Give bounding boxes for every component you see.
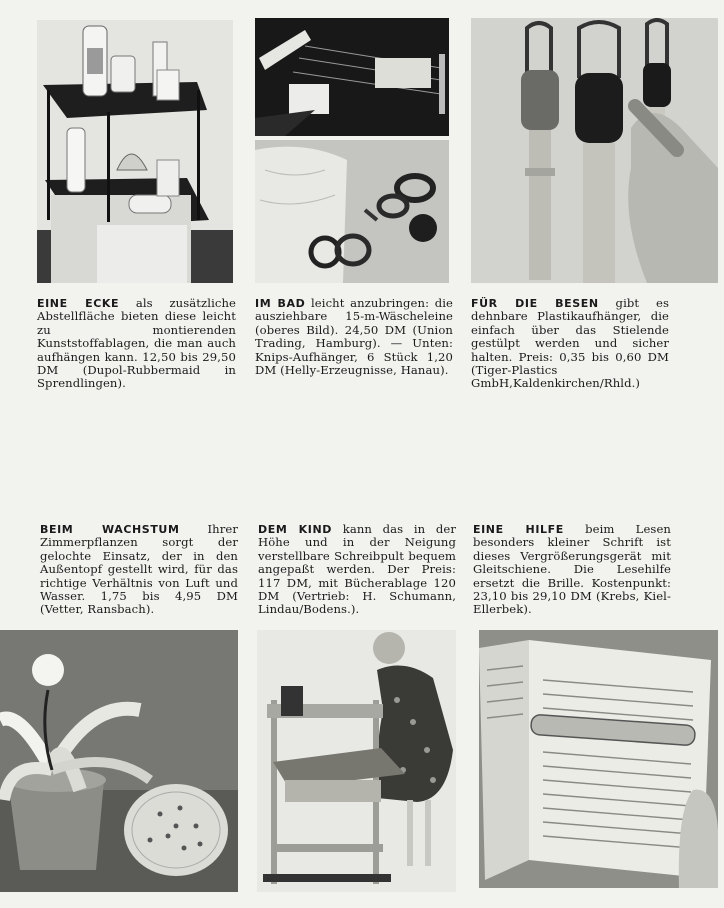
growth-caption: [40, 523, 238, 617]
corner-shelf-photo: [37, 20, 233, 283]
corner-caption-lead: EINE ECKE: [37, 297, 120, 310]
corner-caption: [37, 297, 236, 391]
houseplant-photo: [0, 630, 238, 892]
reading-magnifier-photo: [479, 630, 718, 888]
clothesline-photo: [255, 18, 449, 136]
brooms-caption-text: gibt es dehnbare Plastikaufhänger, die einfach über das Stielende gestülpt werden und sicher halten. Preis: 0,35 bis 0,60 DM (Tiger-Plastics GmbH,Kaldenkirchen/Rhld.): [471, 296, 669, 391]
growth-caption-lead: BEIM WACHSTUM: [40, 523, 180, 536]
child-caption-text: kann das in der Höhe und in der Neigung verstellbare Schreibpult bequem angepaßt werden. Der Preis: 117 DM, mit Bücherablage 120 DM (Vertrieb: H. Schumann, Lindau/Bodens.).: [258, 522, 456, 617]
help-caption-text: beim Lesen besonders kleiner Schrift ist dieses Vergrößerungsgerät mit Gleitschiene. Die Lesehilfe ersetzt die Brille. Kostenpunkt: 23,10 bis 29,10 DM (Krebs, Kiel-Ellerbek).: [473, 522, 672, 617]
bath-caption: [255, 297, 453, 377]
broom-hangers-photo: [471, 18, 718, 283]
bath-caption-lead: IM BAD: [255, 297, 306, 310]
child-caption-lead: DEM KIND: [258, 523, 333, 536]
snap-hooks-photo: [255, 140, 449, 283]
corner-caption-text: als zusätzliche Abstellfläche bieten diese leicht zu montierenden Kunststoffablagen, die man auch aufhängen kann. 12,50 bis 29,50 DM (Dupol-Rubbermaid in Sprendlingen).: [37, 296, 236, 391]
child-caption: [258, 523, 456, 617]
writing-desk-photo: [257, 630, 456, 892]
help-caption-lead: EINE HILFE: [473, 523, 564, 536]
brooms-caption: [471, 297, 669, 391]
bath-caption-text: leicht anzubringen: die ausziehbare 15-m-Wäscheleine (oberes Bild). 24,50 DM (Union Trading, Hamburg). — Unten: Knips-Aufhänger, 6 Stück 1,20 DM (Helly-Erzeugnisse, Hanau).: [255, 296, 454, 378]
help-caption: [473, 523, 671, 617]
growth-caption-text: Ihrer Zimmerpflanzen sorgt der gelochte Einsatz, der in den Außentopf gestellt wird, für das richtige Verhältnis von Luft und Wasser. 1,75 bis 4,95 DM (Vetter, Ransbach).: [40, 522, 238, 617]
brooms-caption-lead: FÜR DIE BESEN: [471, 297, 599, 310]
